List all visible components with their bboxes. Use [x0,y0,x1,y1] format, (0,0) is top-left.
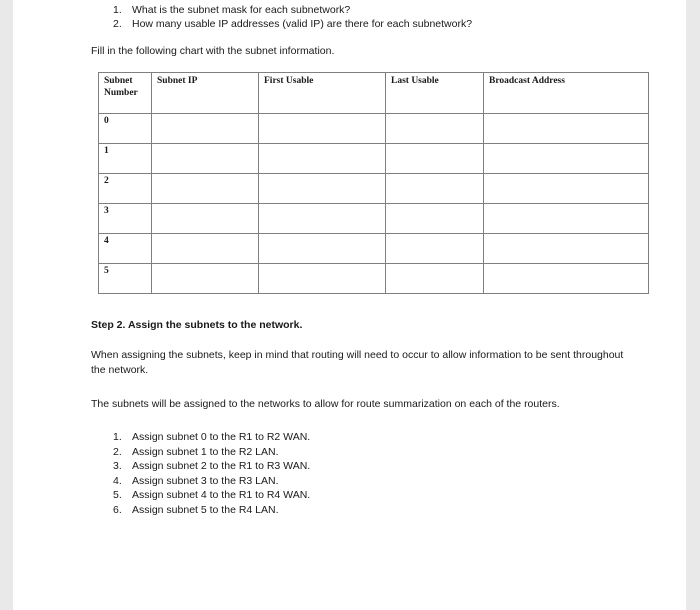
list-item: 6. Assign subnet 5 to the R4 LAN. [113,503,279,516]
table-row [99,204,649,234]
last-usable-cell[interactable] [386,264,484,294]
list-item: 5. Assign subnet 4 to the R1 to R4 WAN. [113,489,311,501]
table-row [99,234,649,264]
last-usable-cell[interactable] [386,114,484,144]
header-first-usable: First Usable [259,73,386,114]
subnet-number-cell: 1 [99,144,152,174]
table-row [99,264,649,294]
question-text: What is the subnet mask for each subnetwork? [132,4,351,16]
last-usable-cell[interactable] [386,234,484,264]
subnet-number-cell: 3 [99,204,152,234]
first-usable-cell[interactable] [259,174,386,204]
broadcast-cell[interactable] [484,144,649,174]
list-item: 4. Assign subnet 3 to the R3 LAN. [113,474,279,487]
first-usable-cell[interactable] [259,144,386,174]
first-usable-cell[interactable] [259,114,386,144]
table-row [99,144,649,174]
last-usable-cell[interactable] [386,204,484,234]
first-usable-cell[interactable] [259,264,386,294]
subnet-ip-cell[interactable] [152,234,259,264]
header-last-usable: Last Usable [386,73,484,114]
header-subnet-ip: Subnet IP [152,73,259,114]
step2-heading: Step 2. Assign the subnets to the network. [91,319,303,331]
last-usable-cell[interactable] [386,174,484,204]
broadcast-cell[interactable] [484,264,649,294]
step2-paragraph: When assigning the subnets, keep in mind that routing will need to occur to allow information to be sent throughout the network. [91,349,624,376]
question-item: 1. What is the subnet mask for each subnetwork? [113,4,351,16]
assignment-list [113,430,310,517]
first-usable-cell[interactable] [259,204,386,234]
list-item: 2. Assign subnet 1 to the R2 LAN. [113,445,279,458]
subnet-table [98,72,649,294]
subnet-ip-cell[interactable] [152,264,259,294]
last-usable-cell[interactable] [386,144,484,174]
table-header-row [99,73,649,114]
header-subnet-number: Subnet Number [99,73,152,114]
list-item: 1. Assign subnet 0 to the R1 to R2 WAN. [113,431,311,443]
list-item: 3. Assign subnet 2 to the R1 to R3 WAN. [113,460,311,472]
subnet-number-cell: 2 [99,174,152,204]
question-item: 2. How many usable IP addresses (valid IP) are there for each subnetwork? [113,18,473,30]
table-row [99,174,649,204]
subnet-ip-cell[interactable] [152,144,259,174]
step2-paragraph: The subnets will be assigned to the networks to allow for route summarization on each of the routers. [91,398,560,410]
broadcast-cell[interactable] [484,114,649,144]
document-page [13,0,686,610]
table-row [99,114,649,144]
broadcast-cell[interactable] [484,204,649,234]
question-text: How many usable IP addresses (valid IP) are there for each subnetwork? [132,18,473,30]
subnet-number-cell: 0 [99,114,152,144]
broadcast-cell[interactable] [484,234,649,264]
header-broadcast-address: Broadcast Address [484,73,649,114]
subnet-ip-cell[interactable] [152,174,259,204]
subnet-number-cell: 5 [99,264,152,294]
fill-instruction: Fill in the following chart with the subnet information. [91,45,335,57]
subnet-number-cell: 4 [99,234,152,264]
subnet-ip-cell[interactable] [152,204,259,234]
subnet-ip-cell[interactable] [152,114,259,144]
broadcast-cell[interactable] [484,174,649,204]
question-list [113,3,472,31]
first-usable-cell[interactable] [259,234,386,264]
